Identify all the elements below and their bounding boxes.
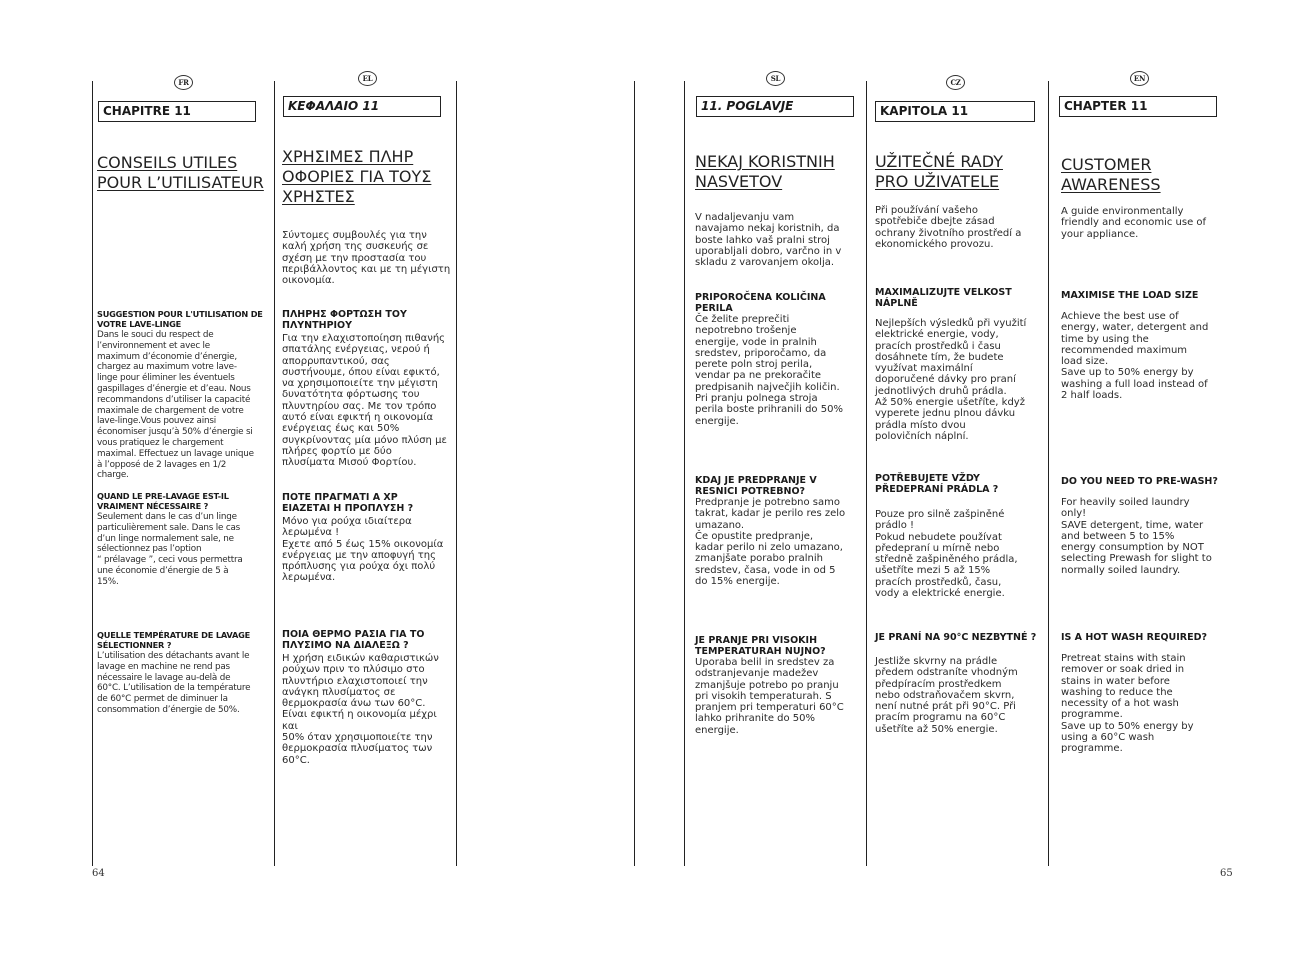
column-divider <box>866 81 867 866</box>
column-divider <box>92 81 93 866</box>
subsection-heading-cz-3: JE PRANÍ NA 90°C NEZBYTNÉ ? <box>875 632 1037 643</box>
subsection-heading-el-3: ΠΟΙΑ ΘΕΡΜΟ ΡΑΣΙΑ ΓΙΑ ΤΟ ΠΛΥΣΙΜΟ ΝΑ ΔΙΑΛΕΞΩ ? <box>282 629 425 651</box>
subsection-heading-cz-2: POTŘEBUJETE VŽDY PŘEDEPRANÍ PRÁDLA ? <box>875 473 999 495</box>
subsection-body-sl-2: Predpranje je potrebno samo takrat, kadar je perilo res zelo umazano. Če opustite predpranje, kadar perilo ni zelo umazano, zmanjšate porabo pralnih sredstev, časa, vode in od 5 do 15% energije. <box>695 497 846 588</box>
language-badge-cz: CZ <box>946 75 965 90</box>
subsection-heading-en-2: DO YOU NEED TO PRE-WASH? <box>1061 476 1218 487</box>
subsection-body-en-2: For heavily soiled laundry only! SAVE detergent, time, water and between 5 to 15% energy consumption by NOT selecting Prewash for slight to normally soiled laundry. <box>1061 497 1212 576</box>
intro-text-cz: Při používání vašeho spotřebiče dbejte zásad ochrany životního prostředí a ekonomického provozu. <box>875 205 1022 250</box>
chapter-box-cz: KAPITOLA 11 <box>875 101 1035 122</box>
subsection-body-cz-1: Nejlepších výsledků při využití elektrické energie, vody, pracích prostředků i času dosáhnete tím, že budete využívat maximální doporučené dávky pro praní jednotlivých druhů prádla. Až 50% energie ušetříte, když vyperete jednu plnou dávku prádla místo dvou polovičních náplní. <box>875 318 1027 442</box>
column-divider <box>684 81 685 866</box>
page-number-right: 65 <box>1220 868 1233 879</box>
subsection-heading-el-1: ΠΛΗΡΗΣ ΦΟΡΤΩΣΗ ΤΟΥ ΠΛΥΝΤΗΡΙΟΥ <box>282 309 407 331</box>
subsection-heading-sl-1: PRIPOROČENA KOLIČINA PERILA <box>695 292 826 314</box>
subsection-body-sl-1: Če želite preprečiti nepotrebno trošenje energije, vode in pralnih sredstev, priporočamo, da perete poln stroj perila, vendar pa ne prekoračite predpisanih največjih količin. Pri pranju polnega stroja perila boste prihranili do 50% energije. <box>695 314 843 427</box>
subsection-heading-fr-2: QUAND LE PRE-LAVAGE EST-IL VRAIMENT NÉCESSAIRE ? <box>97 491 229 511</box>
page-gutter-divider <box>634 81 635 866</box>
column-divider <box>456 81 457 866</box>
column-divider <box>274 81 275 866</box>
section-title-cz: UŽITEČNÉ RADY PRO UŽIVATELE <box>875 152 1003 191</box>
intro-text-sl: V nadaljevanju vam navajamo nekaj koristnih, da boste lahko vaš pralni stroj uporabljali dobro, varčno in v skladu z varovanjem okolja. <box>695 212 842 269</box>
subsection-body-el-2: Μόνο για ρούχα ιδιαίτερα λερωμένα ! Εχετε από 5 έως 15% οικονομία ενέργειας με την αποφυγή της πρόπλυσης για ρούχα όχι πολύ λερωμένα. <box>282 516 444 584</box>
intro-text-en: A guide environmentally friendly and economic use of your appliance. <box>1061 206 1207 240</box>
language-badge-el: EL <box>358 71 377 86</box>
intro-text-el: Σύντομες συμβουλές για την καλή χρήση της συσκευής σε σχέση με την προστασία του περιβάλλοντος και με τη μέγιστη οικονομία. <box>282 230 451 287</box>
column-divider <box>1048 81 1049 866</box>
language-badge-fr: FR <box>174 75 193 90</box>
subsection-heading-en-1: MAXIMISE THE LOAD SIZE <box>1061 290 1199 301</box>
subsection-body-en-1: Achieve the best use of energy, water, detergent and time by using the recommended maximum load size. Save up to 50% energy by washing a full load instead of 2 half loads. <box>1061 311 1209 402</box>
language-badge-sl: SL <box>766 71 785 86</box>
chapter-box-el: ΚΕΦΑΛΑΙΟ 11 <box>283 96 441 117</box>
language-badge-en: EN <box>1130 71 1149 86</box>
subsection-heading-fr-3: QUELLE TEMPÉRATURE DE LAVAGE SÉLECTIONNER ? <box>97 630 251 650</box>
subsection-body-el-1: Για την ελαχιστοποίηση πιθανής σπατάλης ενέργειας, νερού ή απορρυπαντικού, σας συστήνουμε, όπου είναι εφικτό, να χρησιμοποιείτε την μέγιστη δυνατότητα φόρτωσης του πλυντηρίου σας. Με τον τρόπο αυτό είναι εφικτή η οικονομία ενέργειας έως και 50% συγκρίνοντας μία μόνο πλύση με πλήρες φορτίο με δύο πλυσίματα Μισού Φορτίου. <box>282 333 447 469</box>
section-title-fr: CONSEILS UTILES POUR L’UTILISATEUR <box>97 153 264 192</box>
subsection-body-el-3: Η χρήση ειδικών καθαριστικών ρούχων πριν το πλύσιμο στο πλυντήριο ελαχιστοποιεί την ανάγκη πλυσίματος σε θερμοκρασία άνω των 60°C. Είναι εφικτή η οικονομία μέχρι και 50% όταν χρησιμοποιείτε την θερμοκρασία πλυσίματος των 60°C. <box>282 653 439 766</box>
chapter-box-en: CHAPTER 11 <box>1059 96 1217 117</box>
subsection-heading-sl-2: KDAJ JE PREDPRANJE V RESNICI POTREBNO? <box>695 475 817 497</box>
subsection-body-en-3: Pretreat stains with stain remover or soak dried in stains in water before washing to reduce the necessity of a hot wash programme. Save up to 50% energy by using a 60°C wash programme. <box>1061 653 1194 755</box>
subsection-heading-fr-1: SUGGESTION POUR L'UTILISATION DE VOTRE LAVE-LINGE <box>97 309 263 329</box>
subsection-heading-cz-1: MAXIMALIZUJTE VELKOST NÁPLNĚ <box>875 287 1012 309</box>
subsection-heading-en-3: IS A HOT WASH REQUIRED? <box>1061 632 1207 643</box>
section-title-en: CUSTOMER AWARENESS <box>1061 155 1161 194</box>
subsection-body-cz-3: Jestliže skvrny na prádle předem odstraníte vhodným předpíracím prostředkem nebo odstraňovačem skvrn, není nutné prát při 90°C. Při pracím programu na 60°C ušetříte až 50% energie. <box>875 656 1018 735</box>
page-number-left: 64 <box>92 868 105 879</box>
subsection-body-fr-1: Dans le souci du respect de l’environnement et avec le maximum d’économie d’énergie, chargez au maximum votre lave- linge pour éliminer les éventuels gaspillages d’énergie et d’eau. Nous recommandons d’utiliser la capacité maximale de chargement de votre lave-linge.Vous pouvez ainsi économiser jusqu’à 50% d’énergie si vous pratiquez le chargement maximal. Effectuez un lavage unique à l’opposé de 2 lavages en 1/2 charge. <box>97 330 254 481</box>
subsection-body-fr-3: L’utilisation des détachants avant le lavage en machine ne rend pas nécessaire le lavage au-delà de 60°C. L’utilisation de la température de 60°C permet de diminuer la consommation d’énergie de 50%. <box>97 651 251 715</box>
subsection-body-sl-3: Uporaba belil in sredstev za odstranjevanje madežev zmanjšuje potrebo po pranju pri visokih temperaturah. S pranjem pri temperaturi 60°C lahko prihranite do 50% energije. <box>695 657 844 736</box>
subsection-body-cz-2: Pouze pro silně zašpiněné prádlo ! Pokud nebudete používat předepraní u mírně nebo středně zašpiněného prádla, ušetříte mezi 5 až 15% pracích prostředků, času, vody a elektrické energie. <box>875 509 1018 600</box>
subsection-body-fr-2: Seulement dans le cas d’un linge particulièrement sale. Dans le cas d’un linge normalement sale, ne sélectionnez pas l’option “ prélavage ”, ceci vous permettra une économie d’énergie de 5 à 15%. <box>97 512 243 587</box>
subsection-heading-el-2: ΠΟΤΕ ΠΡΑΓΜΑΤΙ Α ΧΡ ΕΙΑΖΕΤΑΙ Η ΠΡΟΠΛΥΣΗ ? <box>282 492 414 514</box>
chapter-box-fr: CHAPITRE 11 <box>98 101 256 122</box>
section-title-sl: NEKAJ KORISTNIH NASVETOV <box>695 152 835 191</box>
section-title-el: ΧΡΗΣΙΜΕΣ ΠΛΗΡ ΟΦΟΡΙΕΣ ΓΙΑ ΤΟΥΣ ΧΡΗΣΤΕΣ <box>282 147 432 206</box>
chapter-box-sl: 11. POGLAVJE <box>696 96 854 117</box>
subsection-heading-sl-3: JE PRANJE PRI VISOKIH TEMPERATURAH NUJNO? <box>695 635 826 657</box>
